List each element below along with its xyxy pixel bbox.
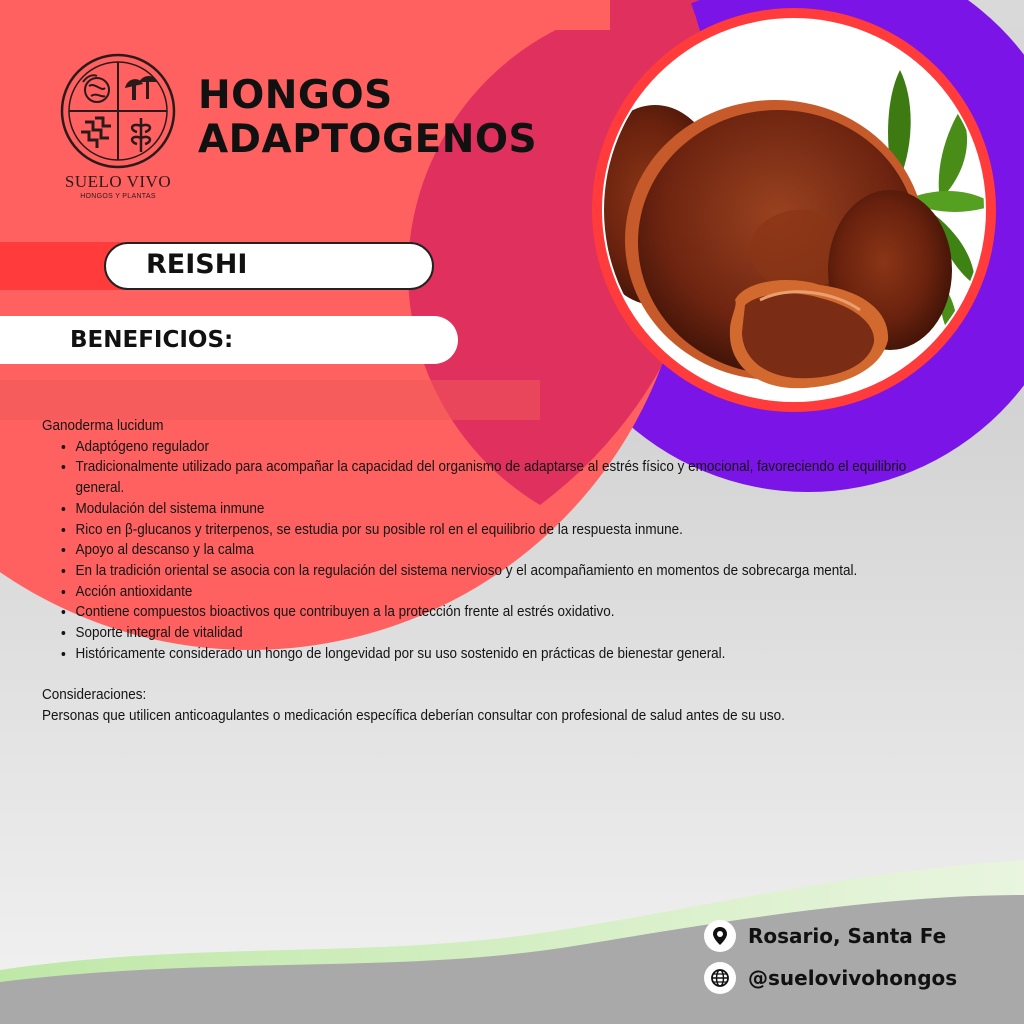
list-item: • Tradicionalmente utilizado para acompañar la capacidad del organismo de adaptarse al estrés físico y emocional, favoreciendo el equilibrio general.: [75, 457, 916, 498]
scientific-name: Ganoderma lucidum: [42, 418, 164, 434]
benefits-list: [42, 437, 916, 665]
list-item: • Adaptógeno regulador: [75, 437, 916, 458]
brand-subtitle: HONGOS Y PLANTAS: [80, 193, 156, 200]
list-item: • Acción antioxidante: [75, 582, 916, 603]
list-item: • Rico en β-glucanos y triterpenos, se estudia por su posible rol en el equilibrio de la respuesta inmune.: [75, 520, 916, 541]
brand-block: [52, 52, 184, 200]
page-title: [198, 74, 537, 162]
list-item: • Modulación del sistema inmune: [75, 499, 916, 520]
benefits-content: [42, 416, 916, 727]
social-handle-text[interactable]: @suelovivohongos: [748, 966, 958, 990]
location-text: Rosario, Santa Fe: [748, 924, 947, 948]
benefits-pill: [0, 316, 458, 364]
suelo-vivo-logo-icon: [59, 52, 177, 170]
list-item: • Apoyo al descanso y la calma: [75, 540, 916, 561]
product-name: REISHI: [146, 249, 248, 280]
list-item: • Contiene compuestos bioactivos que contribuyen a la protección frente al estrés oxidativo.: [75, 602, 916, 623]
list-item: • En la tradición oriental se asocia con la regulación del sistema nervioso y el acompañamiento en momentos de sobrecarga mental.: [75, 561, 916, 582]
location-pin-icon: [704, 920, 736, 952]
globe-icon: [704, 962, 736, 994]
list-item: • Soporte integral de vitalidad: [75, 623, 916, 644]
benefits-label: BENEFICIOS:: [70, 327, 234, 353]
page-title-line-1: HONGOS: [198, 73, 393, 118]
list-item: • Históricamente considerado un hongo de longevidad por su uso sostenido en prácticas de bienestar general.: [75, 644, 916, 665]
considerations-text: Personas que utilicen anticoagulantes o medicación específica deberían consultar con profesional de salud antes de su uso.: [42, 707, 785, 724]
brand-name: SUELO VIVO: [64, 172, 172, 191]
considerations-title: Consideraciones:: [42, 687, 147, 704]
page-title-line-2: ADAPTOGENOS: [198, 117, 538, 162]
product-name-pill: [104, 242, 434, 290]
